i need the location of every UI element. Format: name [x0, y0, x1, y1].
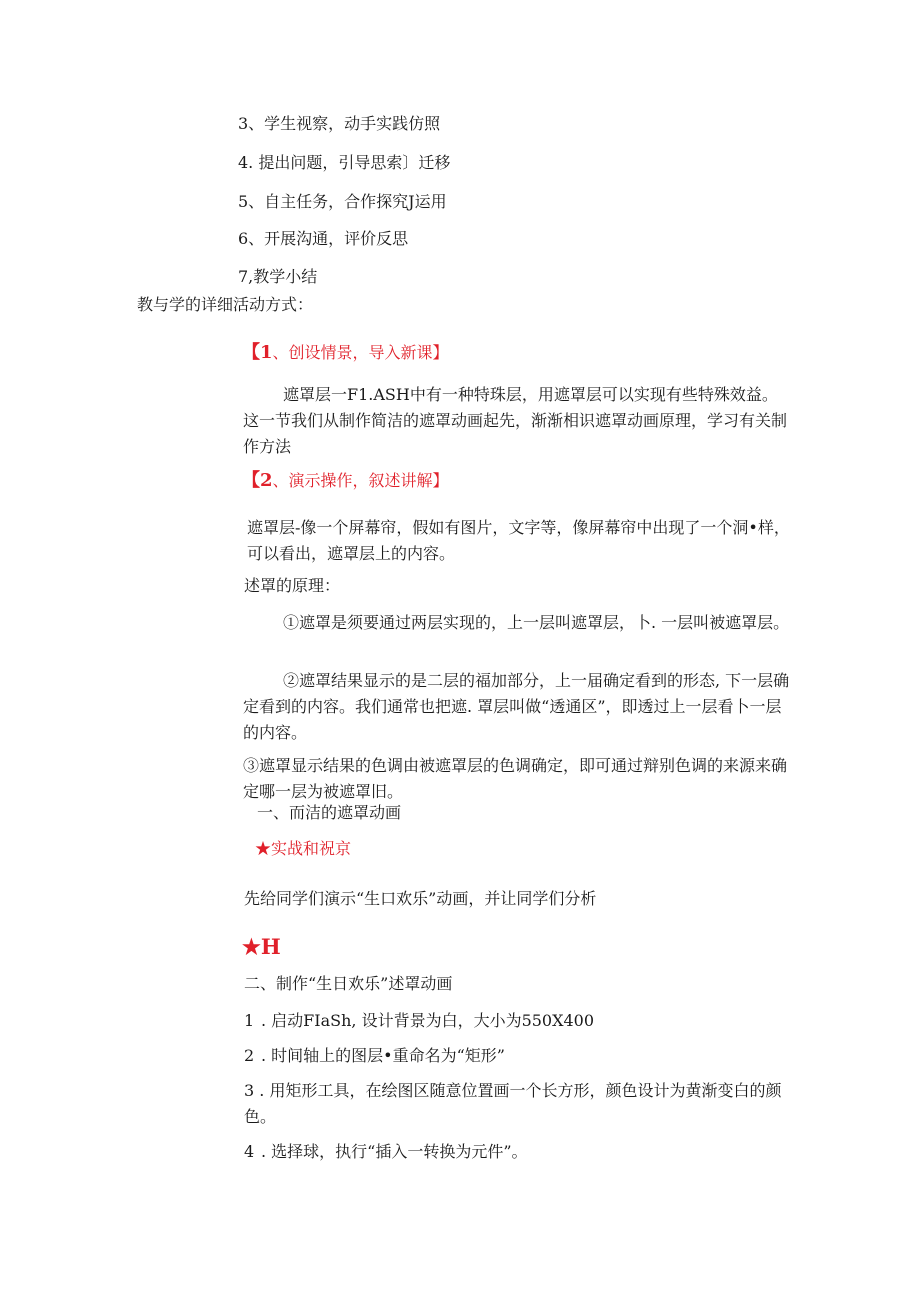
part2-item-number: 4	[244, 1142, 255, 1161]
principle-heading: 述罩的原理：	[244, 576, 341, 595]
step-item-7: 7,教学小结	[238, 267, 318, 286]
section1-body: 遮罩层一F1.ASH中有一种特珠层，用遮罩层可以实现有些特殊效益。这一节我们从制作简洁的遮罩动画起先，渐渐相识遮罩动画原理，学习有关制作方法	[243, 385, 788, 456]
section1-heading	[242, 342, 449, 364]
part2-item-text: . 启动FIaSh, 设计背景为白，大小为550X400	[261, 1011, 595, 1030]
activity-intro: 教与学的详细活动方式：	[137, 295, 314, 314]
part2-item-text: . 选择球，执行“插入一转换为元件”。	[261, 1142, 528, 1161]
section2-number: 【2	[242, 470, 273, 491]
section1-title: 、创设情景，导入新课】	[272, 343, 449, 362]
step-item-4: 4. 提出问题，引导思索〕迁移	[238, 153, 451, 172]
section2-body: 遮罩层-像一个屏幕帘，假如有图片，文字等，像屏幕帘中出现了一个洞•样，可以看出，遮罩层上的内容。	[247, 518, 790, 563]
part2-item-text: . 时间轴上的图层•重命名为“矩形”	[261, 1046, 505, 1065]
step-item-3: 3、学生视察，动手实践仿照	[238, 114, 441, 133]
principle-item-1: ①遮罩是须要通过两层实现的，上一层叫遮罩层，卜. 一层叫被遮罩层。	[283, 613, 790, 632]
part2-item-number: 2	[244, 1046, 255, 1065]
part2-item-text: . 用矩形工具，在绘图区随意位置画一个长方形，颜色设计为黄渐变白的颜色。	[244, 1081, 782, 1126]
principle-item-3: ③遮罩显示结果的色调由被遮罩层的色调确定，即可通过辩别色调的来源来确定哪一层为被遮罩旧。	[243, 756, 788, 801]
step-item-5: 5、自主任务，合作探究J运用	[238, 192, 447, 211]
step-item-6: 6、开展沟通，评价反思	[238, 229, 409, 248]
section1-number: 【1	[242, 342, 273, 363]
part2-item-number: 1	[244, 1011, 255, 1030]
part1-big-star: ★H	[242, 934, 281, 959]
section2-heading	[242, 470, 449, 492]
section2-title: 、演示操作，叙述讲解】	[272, 471, 449, 490]
part2-heading: 二、制作“生日欢乐”述罩动画	[244, 974, 453, 993]
part2-item-3	[244, 1078, 792, 1130]
part1-heading: 一、而洁的遮罩动画	[257, 803, 402, 822]
part1-star-label: ★实战和祝京	[255, 839, 352, 858]
principle-item-2: ②遮罩结果显示的是二层的福加部分，上一届确定看到的形态, 下一层确定看到的内容。我们通常也把遮. 罩层叫做“透通区”，即透过上一层看卜一层的内容。	[243, 671, 790, 742]
part1-text: 先给同学们演示“生口欢乐”动画，并让同学们分析	[244, 889, 597, 908]
part2-item-number: 3	[244, 1081, 255, 1100]
